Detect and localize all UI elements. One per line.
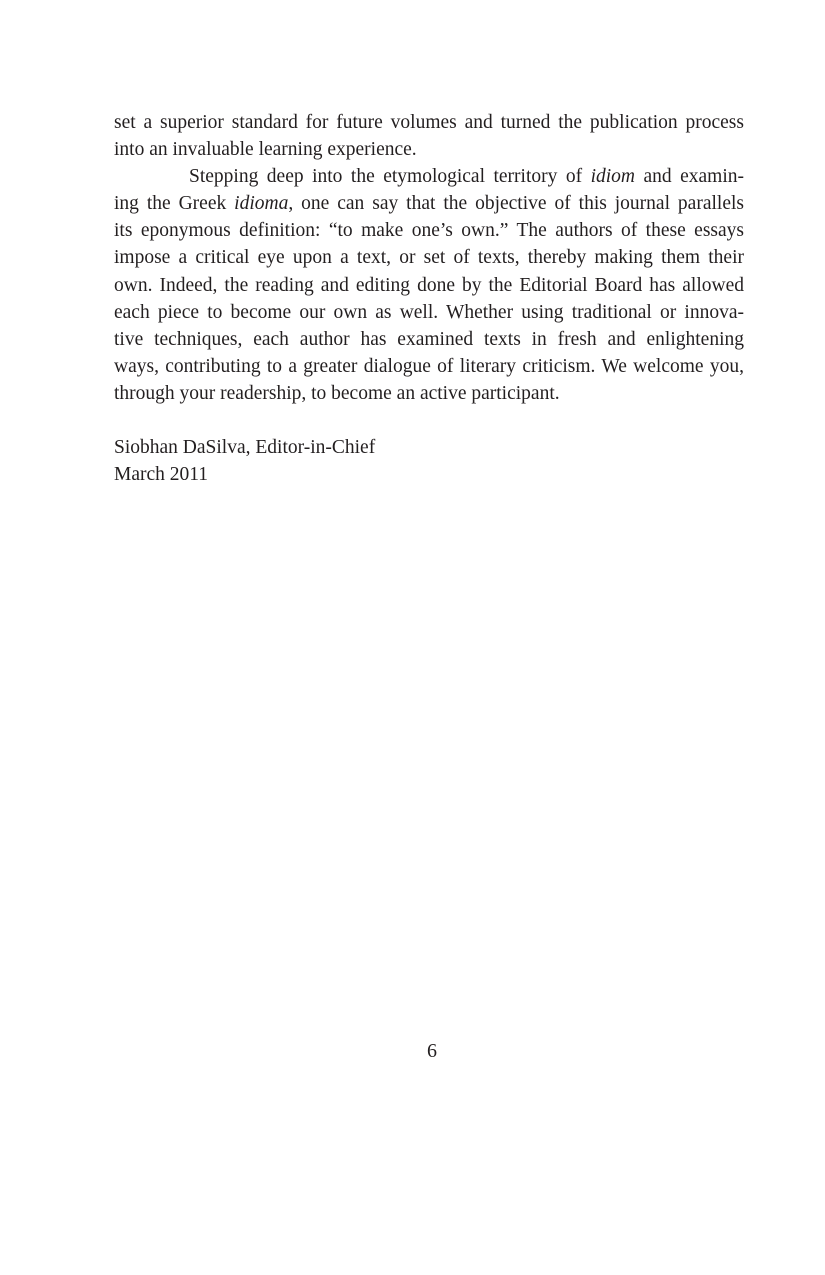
italic-term: idiom bbox=[590, 166, 635, 188]
text-segment: , one can say that the objective of this journal parallels bbox=[288, 193, 744, 215]
text-line: through your readership, to become an active participant. bbox=[114, 382, 560, 404]
text-line: impose a critical eye upon a text, or set of texts, thereby making them their bbox=[114, 247, 744, 269]
text-line: ways, contributing to a greater dialogue of literary criticism. We welcome you, bbox=[114, 355, 744, 377]
text-line: tive techniques, each author has examined texts in fresh and enlightening bbox=[114, 328, 744, 350]
text-line: each piece to become our own as well. Whether using traditional or innova- bbox=[114, 301, 744, 323]
text-line bbox=[114, 163, 744, 190]
text-line: into an invaluable learning experience. bbox=[114, 139, 417, 161]
signature-block bbox=[114, 434, 375, 488]
text-line: own. Indeed, the reading and editing done by the Editorial Board has allowed bbox=[114, 274, 744, 296]
signature-date: March 2011 bbox=[114, 464, 209, 486]
text-line bbox=[114, 190, 744, 217]
text-segment: ing the Greek bbox=[114, 193, 235, 215]
text-line: set a superior standard for future volumes and turned the publication process bbox=[114, 112, 744, 133]
text-line: its eponymous definition: “to make one’s own.” The authors of these essays bbox=[114, 220, 744, 242]
editorial-body bbox=[114, 109, 744, 407]
text-segment: Stepping deep into the etymological territory of bbox=[189, 166, 591, 188]
text-segment: and examin- bbox=[635, 166, 744, 188]
signature-name: Siobhan DaSilva, Editor-in-Chief bbox=[114, 437, 376, 458]
page-number: 6 bbox=[427, 1040, 437, 1062]
italic-term: idioma bbox=[234, 193, 289, 215]
